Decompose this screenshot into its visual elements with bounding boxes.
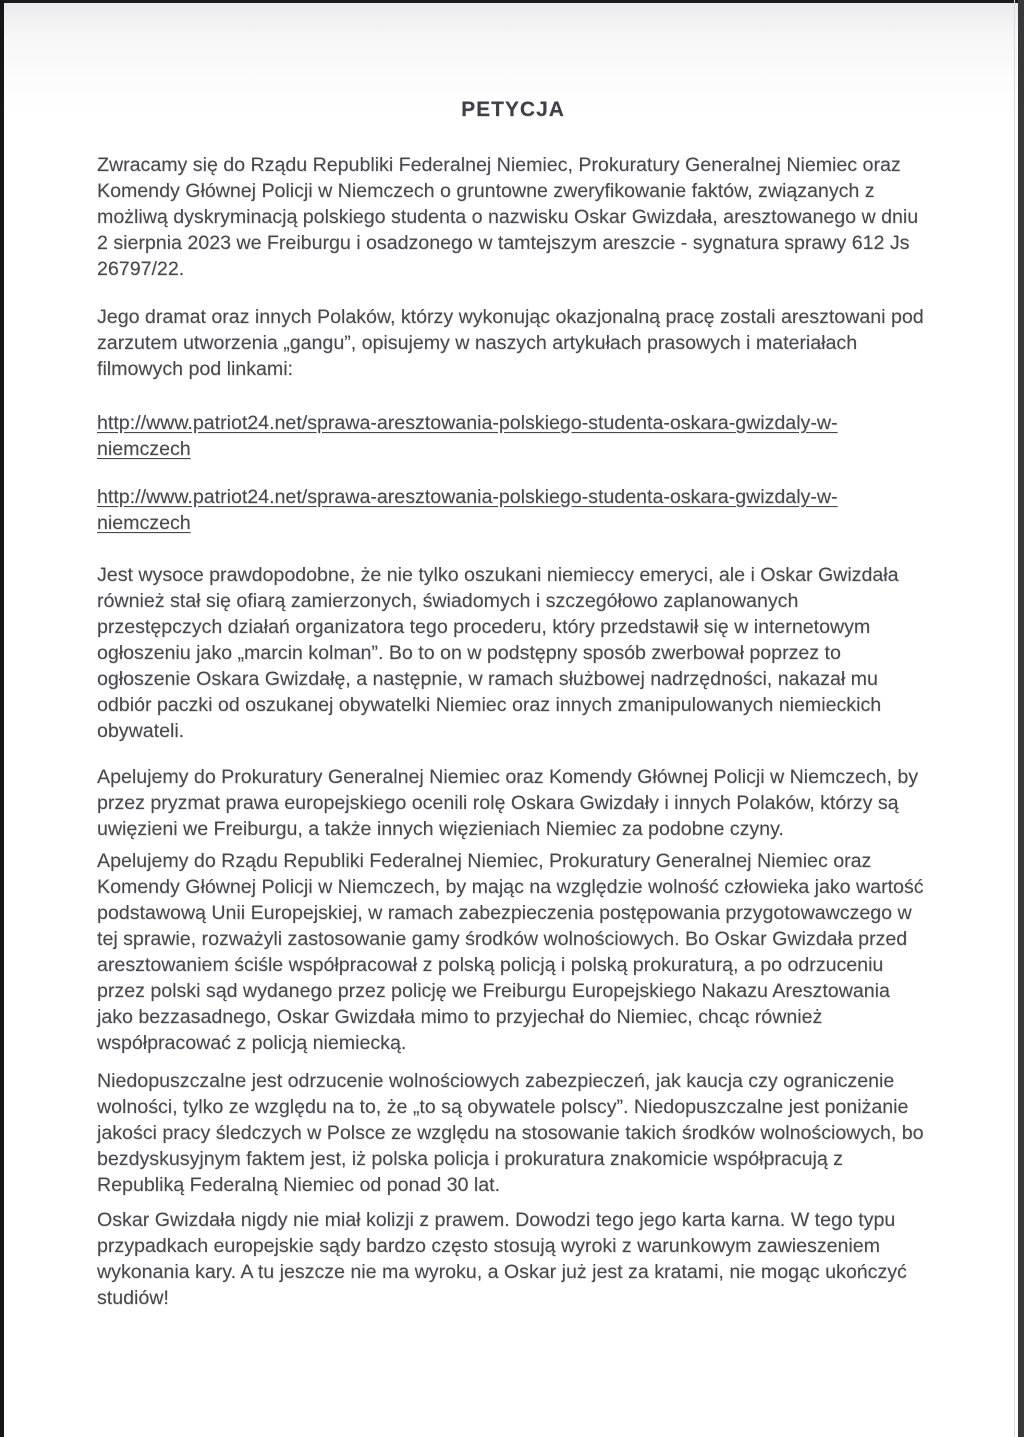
paragraph-request-verification: Zwracamy się do Rządu Republiki Federalnej Niemiec, Prokuratury Generalnej Niemiec oraz Komendy Głównej Policji w Niemczech o gruntowne zweryfikowanie faktów, związanych z możliwą dyskryminacją polskiego studenta o nazwisku Oskar Gwizdała, aresztowanego w dniu 2 sierpnia 2023 we Freiburgu i osadzonego w tamtejszym areszcie - sygnatura sprawy 612 Js 26797/22. xyxy=(97,154,919,280)
document-title: PETYCJA xyxy=(461,98,565,121)
paragraph-clean-record: Oskar Gwizdała nigdy nie miał kolizji z prawem. Dowodzi tego jego karta karna. W tego typu przypadkach europejskie sądy bardzo często stosują wyroki z warunkowym zawieszeniem wykonania kary. A tu jeszcze nie ma wyroku, a Oskar już jest za kratami, nie mogąc ukończyć studiów! xyxy=(97,1209,907,1309)
paragraph-drama-links-intro: Jego dramat oraz innych Polaków, którzy wykonując okazjonalną pracę zostali aresztowani pod zarzutem utworzenia „gangu”, opisujemy w naszych artykułach prasowych i materiałach filmowych pod linkami: xyxy=(97,306,924,380)
scan-gutter-line xyxy=(1014,0,1015,1437)
paragraph-probable-victim: Jest wysoce prawdopodobne, że nie tylko oszukani niemieccy emeryci, ale i Oskar Gwizdała również stał się ofiarą zamierzonych, świadomych i szczegółowo zaplanowanych przestępczych działań organizatora tego procederu, który przedstawił się w internetowym ogłoszeniu jako „marcin kolman”. Bo to on w podstępny sposób zwerbował poprzez to ogłoszenie Oskara Gwizdałę, a następnie, w ramach służbowej nadrzędności, nakazał mu odbiór paczki od oszukanej obywatelki Niemiec oraz innych zmanipulowanych niemieckich obywateli. xyxy=(97,564,899,742)
paragraph-appeal-government: Apelujemy do Rządu Republiki Federalnej Niemiec, Prokuratury Generalnej Niemiec oraz Komendy Głównej Policji w Niemczech, by mając na względzie wolność człowieka jako wartość podstawową Unii Europejskiej, w ramach zabezpieczenia postępowania przygotowawczego w tej sprawie, rozważyli zastosowanie gamy środków wolnościowych. Bo Oskar Gwizdała przed aresztowaniem ściśle współpracował z polską policją i polską prokuraturą, a po odrzuceniu przez polski sąd wydanego przez policję we Freiburgu Europejskiego Nakazu Aresztowania jako bezzasadnego, Oskar Gwizdała mimo to przyjechał do Niemiec, chcąc również współpracować z policją niemiecką. xyxy=(97,850,924,1054)
paragraph-appeal-prosecutors: Apelujemy do Prokuratury Generalnej Niemiec oraz Komendy Głównej Policji w Niemczech, by przez pryzmat prawa europejskiego ocenili rolę Oskara Gwizdały i innych Polaków, którzy są uwięzieni we Freiburgu, a także innych więzieniach Niemiec za podobne czyny. xyxy=(97,766,919,840)
scan-border-right xyxy=(1018,0,1024,1437)
petition-article-link-2[interactable]: http://www.patriot24.net/sprawa-aresztowania-polskiego-studenta-oskara-gwizdaly-w-niemczech xyxy=(97,486,838,534)
paragraph-inadmissible: Niedopuszczalne jest odrzucenie wolnościowych zabezpieczeń, jak kaucja czy ograniczenie wolności, tylko ze względu na to, że „to są obywatele polscy”. Niedopuszczalne jest poniżanie jakości pracy śledczych w Polsce ze względu na stosowanie takich środków wolnościowych, bo bezdyskusyjnym faktem jest, iż polska policja i prokuratura znakomicie współpracują z Republiką Federalną Niemiec od ponad 30 lat. xyxy=(97,1070,924,1196)
petition-article-link-1[interactable]: http://www.patriot24.net/sprawa-aresztowania-polskiego-studenta-oskara-gwizdaly-w-niemczech xyxy=(97,412,838,460)
